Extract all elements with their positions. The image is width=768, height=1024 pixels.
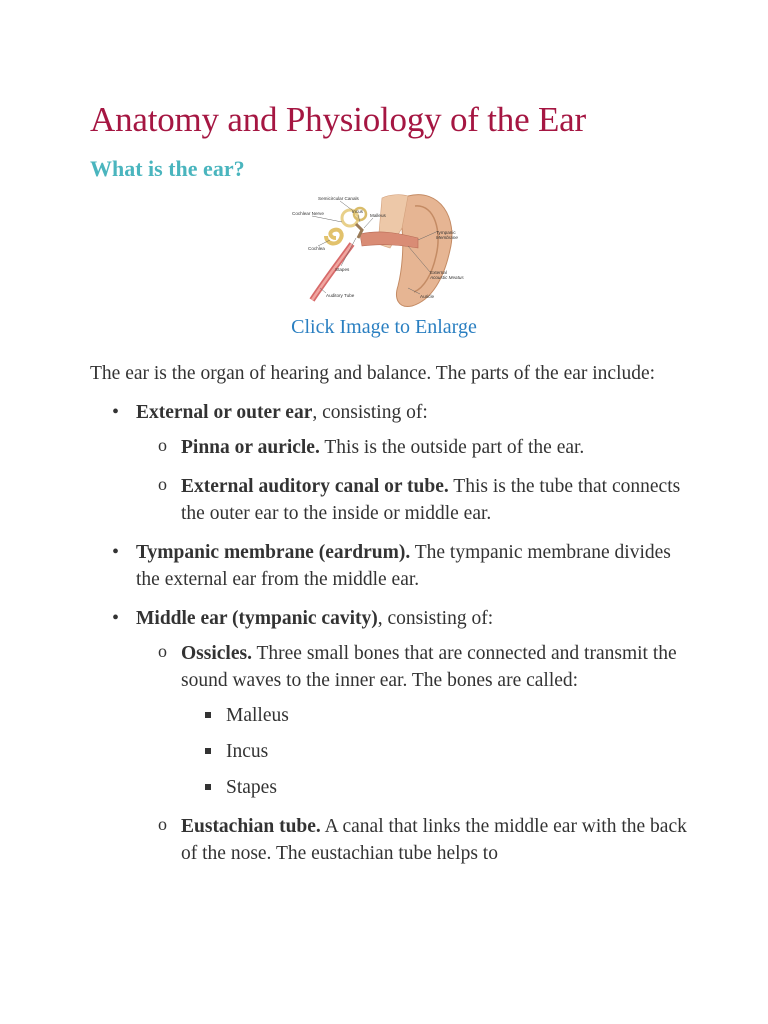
list-item-outer-ear [90,399,690,527]
label-auricle: Auricle [420,294,435,299]
label-stapes: Stapes [335,267,350,272]
page-title: Anatomy and Physiology of the Ear [90,100,586,139]
label-semicircular: Semicircular Canals [318,196,359,201]
list-item-middle-ear [90,605,690,867]
ear-diagram-image[interactable] [290,188,485,310]
label-membrane: Membrane [436,235,458,240]
ear-parts-list [90,399,690,867]
label-incus: Incus [352,209,363,214]
outer-ear-sublist [136,434,690,527]
list-item-incus: Incus [181,738,690,765]
article-body [90,360,690,879]
list-item-pinna [136,434,690,461]
list-item-ossicles [136,640,690,801]
term-ossicles: Ossicles. [181,643,252,664]
desc-ossicles: Three small bones that are connected and transmit the sound waves to the inner ear. The bones are called: [181,643,677,691]
list-item-eustachian-tube [136,813,690,867]
desc-tympanic-membrane: The tympanic membrane divides the external ear from the middle ear. [136,542,671,590]
label-cochlear-nerve: Cochlear Nerve [292,211,324,216]
term-outer-ear: External or outer ear [136,402,313,423]
desc-pinna: This is the outside part of the ear. [319,437,585,458]
list-item-auditory-canal [136,473,690,527]
desc-outer-ear: , consisting of: [312,402,428,423]
term-eustachian-tube: Eustachian tube. [181,816,321,837]
list-item-malleus: Malleus [181,702,690,729]
bones-list [181,702,690,801]
term-auditory-canal: External auditory canal or tube. [181,476,449,497]
list-item-stapes: Stapes [181,774,690,801]
intro-paragraph: The ear is the organ of hearing and balance. The parts of the ear include: [90,363,656,384]
term-tympanic-membrane: Tympanic membrane (eardrum). [136,542,411,563]
label-acoustic-meatus: Acoustic Meatus [430,275,464,280]
term-pinna: Pinna or auricle. [181,437,320,458]
label-external: External [430,270,447,275]
desc-auditory-canal: This is the tube that connects the outer ear to the inside or middle ear. [181,476,681,524]
ear-anatomy-figure[interactable] [290,188,485,310]
label-cochlea: Cochlea [308,246,325,251]
section-heading: What is the ear? [90,156,245,181]
label-malleus: Malleus [370,213,386,218]
list-item-tympanic-membrane [90,539,690,593]
label-tympanic: Tympanic [436,230,456,235]
enlarge-image-link[interactable]: Click Image to Enlarge [291,316,477,338]
label-auditory-tube: Auditory Tube [326,293,355,298]
desc-eustachian-tube: A canal that links the middle ear with the back of the nose. The eustachian tube helps to [181,816,687,864]
middle-ear-sublist [136,640,690,867]
term-middle-ear: Middle ear (tympanic cavity) [136,608,378,629]
desc-middle-ear: , consisting of: [377,608,494,629]
